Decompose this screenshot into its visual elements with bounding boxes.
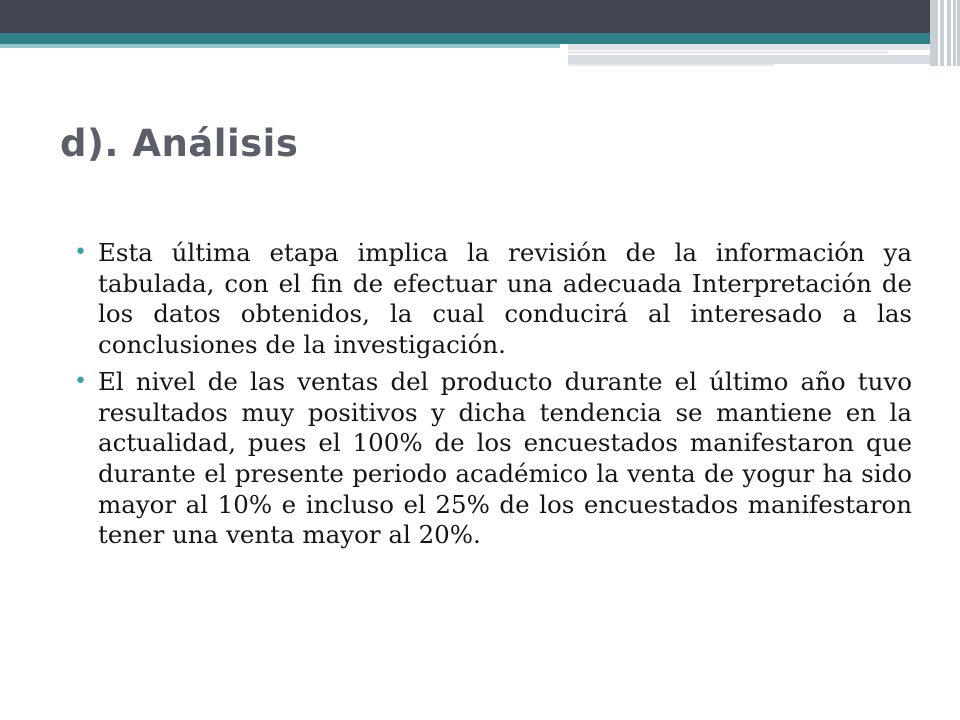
bullet-item	[72, 238, 912, 361]
header-decor-line	[568, 51, 888, 54]
slide-title: d). Análisis	[60, 122, 299, 165]
header-accent-stripe	[0, 33, 960, 44]
bullet-text: Esta última etapa implica la revisión de la información ya tabulada, con el fin de efectuar una adecuada Interpretación de los datos obtenidos, la cual conducirá al interesado a las conclusiones de la investigación.	[98, 238, 912, 360]
bullet-text: El nivel de las ventas del producto durante el último año tuvo resultados muy positivos y dicha tendencia se mantiene en la actualidad, pues el 100% de los encuestados manifestaron que durante el presente periodo académico la venta de yogur ha sido mayor al 10% e incluso el 25% de los encuestados manifestaron tener una venta mayor al 20%.	[98, 366, 912, 550]
bullet-item	[72, 367, 912, 551]
header-banner	[0, 0, 960, 33]
header-corner-ornament	[930, 0, 960, 66]
header-accent-stripe-light	[0, 44, 560, 48]
bullet-dot-icon: •	[74, 240, 87, 265]
header-decor-band-lower	[568, 55, 960, 64]
header-decor-band	[568, 44, 960, 50]
bullet-list	[72, 238, 912, 557]
header-decor-line-lower	[568, 64, 774, 66]
bullet-dot-icon: •	[74, 368, 87, 394]
